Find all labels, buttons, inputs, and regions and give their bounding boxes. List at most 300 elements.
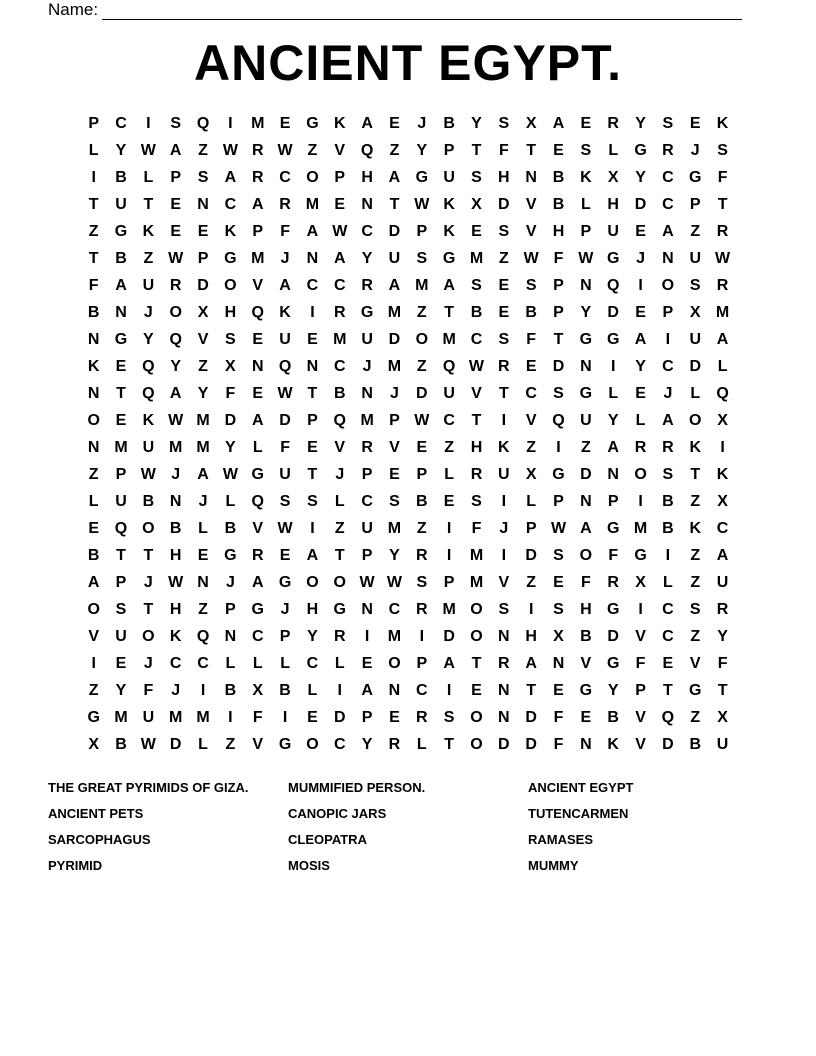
grid-letter: W [140,466,156,483]
grid-letter: I [446,547,452,564]
grid-letter: U [361,331,373,348]
grid-letter: Y [143,331,154,348]
grid-letter: I [446,682,452,699]
grid-letter: I [337,682,342,699]
grid-letter: R [361,439,373,456]
grid-letter: L [225,493,236,510]
grid-letter: N [87,439,100,456]
grid-row [80,303,736,330]
grid-letter: P [607,493,619,510]
grid-letter: A [580,520,592,537]
grid-letter: B [115,250,127,267]
grid-letter: R [333,628,346,645]
grid-row [80,384,736,411]
word-list-item: SARCOPHAGUS [48,832,151,847]
grid-letter: S [498,331,510,348]
grid-letter: G [87,709,100,726]
grid-letter: A [251,574,264,591]
grid-letter: A [251,412,264,429]
grid-letter: S [662,466,674,483]
grid-letter: B [607,709,619,726]
grid-letter: A [607,439,619,456]
grid-letter: I [610,358,616,375]
grid-letter: L [717,358,728,375]
grid-letter: G [442,250,456,267]
grid-letter: I [556,439,561,456]
grid-letter: M [633,520,648,537]
grid-letter: H [498,169,510,186]
grid-letter: U [142,709,155,726]
grid-letter: Z [198,601,208,618]
grid-letter: U [388,250,401,267]
grid-letter: F [553,709,564,726]
grid-letter: C [443,412,455,429]
grid-letter: Z [88,682,99,699]
grid-letter: A [662,223,674,240]
grid-letter: W [277,520,293,537]
grid-letter: N [580,358,592,375]
grid-letter: M [360,412,374,429]
grid-letter: G [114,331,128,348]
grid-letter: R [388,736,401,753]
grid-letter: Z [416,358,427,375]
grid-letter: Z [444,439,455,456]
grid-letter: Y [197,385,209,402]
grid-letter: C [416,682,428,699]
grid-letter: R [169,277,182,294]
grid-letter: J [663,385,673,402]
grid-letter: C [169,655,182,672]
grid-letter: R [361,277,373,294]
grid-letter: T [143,547,154,564]
grid-letter: M [415,277,429,294]
grid-letter: W [578,250,594,267]
grid-letter: V [635,628,646,645]
grid-letter: U [716,574,729,591]
grid-letter: T [526,682,537,699]
grid-letter: D [525,709,537,726]
grid-letter: G [606,520,620,537]
grid-letter: R [251,142,264,159]
grid-letter: W [140,142,156,159]
grid-letter: Q [169,331,182,348]
grid-letter: M [251,250,265,267]
grid-letter: V [635,709,646,726]
grid-letter: N [388,682,401,699]
grid-letter: G [224,250,237,267]
grid-letter: C [306,655,319,672]
grid-letter: M [305,196,320,213]
grid-letter: Q [661,709,675,726]
grid-letter: F [471,520,482,537]
grid-letter: T [444,736,455,753]
grid-letter: O [470,709,483,726]
grid-letter: I [501,493,507,510]
grid-letter: P [361,547,373,564]
grid-letter: N [361,385,373,402]
grid-letter: E [635,385,646,402]
grid-letter: G [579,682,593,699]
grid-letter: A [388,169,401,186]
grid-letter: A [306,547,319,564]
grid-letter: D [607,304,619,321]
grid-letter: L [608,142,619,159]
grid-letter: Z [690,223,701,240]
grid-letter: O [142,628,155,645]
grid-letter: P [334,169,346,186]
grid-letter: T [471,655,482,672]
grid-letter: Q [196,628,210,645]
grid-letter: F [580,574,591,591]
grid-letter: V [635,736,646,753]
grid-letter: E [115,412,127,429]
grid-letter: M [387,520,402,537]
grid-letter: V [689,655,701,672]
grid-letter: D [607,628,619,645]
grid-letter: M [169,439,183,456]
grid-letter: P [279,628,291,645]
grid-letter: D [580,466,592,483]
grid-letter: W [550,520,567,537]
grid-letter: Q [251,493,264,510]
grid-letter: A [361,682,373,699]
grid-letter: C [361,223,373,240]
grid-letter: F [553,736,564,753]
grid-letter: E [197,547,209,564]
grid-letter: E [443,493,455,510]
grid-letter: L [663,574,673,591]
grid-letter: E [416,439,428,456]
grid-letter: Q [142,385,155,402]
grid-letter: J [198,493,208,510]
grid-letter: M [196,709,210,726]
grid-letter: Z [225,736,236,753]
grid-letter: E [252,385,264,402]
grid-letter: C [197,655,209,672]
grid-letter: J [225,574,235,591]
grid-letter: N [607,466,619,483]
word-list-item: PYRIMID [48,858,103,873]
grid-letter: U [279,331,291,348]
grid-letter: X [717,709,728,726]
grid-letter: Z [389,142,400,159]
grid-letter: H [169,547,182,564]
grid-letter: F [252,709,263,726]
grid-letter: S [471,169,482,186]
grid-letter: G [552,466,565,483]
grid-letter: I [146,115,151,132]
grid-letter: B [279,682,291,699]
grid-letter: R [279,196,291,213]
grid-row [80,492,736,519]
grid-letter: T [498,385,509,402]
grid-letter: H [552,223,565,240]
grid-letter: M [387,358,402,375]
grid-letter: G [333,601,346,618]
grid-letter: C [279,169,291,186]
grid-letter: Q [142,358,155,375]
grid-letter: R [662,142,674,159]
grid-letter: E [553,142,564,159]
grid-letter: M [169,709,183,726]
grid-letter: X [689,304,701,321]
grid-letter: P [635,682,646,699]
grid-letter: O [579,547,593,564]
grid-letter: V [334,439,346,456]
grid-letter: F [280,439,290,456]
grid-row [80,330,736,357]
grid-letter: T [690,466,701,483]
grid-letter: M [251,115,265,132]
grid-letter: C [716,520,729,537]
grid-letter: B [169,520,182,537]
grid-letter: K [607,736,619,753]
grid-letter: C [662,196,674,213]
grid-letter: W [359,574,375,591]
grid-letter: E [307,439,318,456]
grid-letter: L [580,196,591,213]
grid-letter: G [224,547,237,564]
grid-letter: Y [115,142,127,159]
grid-letter: E [471,223,482,240]
grid-letter: U [689,331,702,348]
grid-letter: B [443,115,455,132]
grid-letter: N [306,250,319,267]
grid-row [80,141,736,168]
grid-letter: O [169,304,182,321]
grid-letter: D [498,196,510,213]
grid-letter: M [442,601,456,618]
grid-letter: O [470,601,483,618]
grid-letter: C [662,358,674,375]
name-label: Name: [48,0,99,19]
grid-letter: N [115,304,127,321]
grid-letter: L [252,655,263,672]
grid-letter: S [115,601,127,618]
grid-letter: J [390,385,399,402]
grid-letter: Z [580,439,591,456]
grid-letter: I [282,709,288,726]
grid-letter: B [662,493,674,510]
grid-letter: W [414,196,430,213]
word-list-item: THE GREAT PYRIMIDS OF GIZA. [48,780,249,795]
grid-letter: A [443,655,455,672]
grid-letter: B [470,304,483,321]
grid-letter: K [279,304,291,321]
grid-letter: T [334,547,345,564]
grid-letter: Z [690,709,701,726]
grid-letter: B [580,628,592,645]
grid-letter: K [689,520,702,537]
grid-letter: S [498,223,510,240]
grid-letter: W [277,385,293,402]
grid-letter: A [87,574,100,591]
grid-letter: O [306,574,319,591]
grid-letter: U [279,466,291,483]
grid-letter: E [553,682,564,699]
grid-letter: U [142,439,155,456]
grid-letter: X [553,628,564,645]
grid-letter: F [608,547,619,564]
grid-letter: P [307,412,318,429]
word-list-item: RAMASES [528,832,594,847]
grid-letter: P [197,250,209,267]
grid-letter: A [443,277,455,294]
grid-letter: P [88,115,99,132]
grid-letter: N [197,196,209,213]
grid-letter: E [389,115,400,132]
grid-letter: O [470,628,483,645]
grid-letter: X [525,466,537,483]
grid-letter: R [607,574,619,591]
grid-letter: B [662,520,674,537]
grid-letter: X [252,682,264,699]
grid-letter: P [416,466,428,483]
grid-letter: E [252,331,264,348]
grid-letter: Y [607,682,619,699]
grid-letter: V [525,412,537,429]
grid-letter: D [388,331,401,348]
grid-letter: R [498,358,510,375]
grid-letter: O [689,412,702,429]
grid-letter: F [225,385,236,402]
grid-letter: N [87,385,100,402]
grid-letter: N [498,628,510,645]
grid-letter: M [442,331,456,348]
grid-letter: G [606,655,620,672]
grid-letter: N [251,358,264,375]
grid-letter: Y [607,412,619,429]
grid-letter: E [389,709,400,726]
grid-letter: M [715,304,730,321]
grid-row [80,168,736,195]
grid-letter: R [333,304,346,321]
grid-letter: S [471,277,482,294]
grid-letter: S [689,601,701,618]
grid-letter: E [689,115,701,132]
grid-letter: U [716,736,729,753]
grid-letter: J [143,304,153,321]
grid-letter: Y [635,115,646,132]
grid-letter: I [419,628,425,645]
grid-letter: V [252,520,264,537]
grid-letter: S [389,493,400,510]
grid-letter: F [280,223,290,240]
grid-letter: Q [716,385,729,402]
grid-letter: D [525,547,537,564]
grid-letter: B [87,547,100,564]
grid-letter: C [525,385,537,402]
grid-letter: Y [389,547,400,564]
grid-letter: Q [251,304,264,321]
grid-letter: R [716,277,729,294]
grid-letter: A [224,169,237,186]
grid-letter: N [197,574,209,591]
grid-letter: T [143,601,154,618]
grid-letter: Z [88,466,99,483]
grid-letter: B [689,736,702,753]
grid-letter: W [523,250,539,267]
grid-row [80,573,736,600]
grid-letter: A [361,115,373,132]
grid-letter: H [306,601,319,618]
grid-row [80,357,736,384]
grid-letter: L [608,385,619,402]
grid-letter: T [553,331,564,348]
grid-letter: A [251,196,264,213]
grid-letter: S [307,493,318,510]
grid-letter: I [528,601,534,618]
grid-letter: P [389,412,400,429]
grid-letter: P [361,709,373,726]
grid-letter: L [198,520,208,537]
grid-letter: G [606,601,620,618]
grid-letter: O [388,655,401,672]
grid-letter: X [471,196,482,213]
grid-letter: N [87,331,100,348]
grid-letter: L [416,736,427,753]
grid-letter: D [416,385,428,402]
grid-letter: G [278,574,292,591]
grid-letter: I [665,331,671,348]
grid-letter: I [501,412,507,429]
grid-letter: P [416,223,428,240]
word-list-item: MUMMIFIED PERSON. [288,780,426,795]
grid-letter: G [606,250,620,267]
grid-letter: D [634,196,647,213]
grid-letter: L [444,466,455,483]
grid-letter: S [553,385,564,402]
grid-letter: U [607,223,619,240]
grid-letter: A [634,331,647,348]
grid-letter: C [333,277,346,294]
grid-letter: G [114,223,128,240]
grid-letter: X [635,574,646,591]
grid-letter: X [88,736,99,753]
grid-row [80,546,736,573]
grid-letter: L [198,736,208,753]
grid-letter: T [663,682,673,699]
grid-letter: P [225,601,236,618]
grid-letter: Y [361,736,373,753]
grid-letter: B [87,304,100,321]
grid-letter: O [333,574,346,591]
grid-letter: Y [635,358,646,375]
grid-letter: B [525,304,537,321]
grid-letter: L [526,493,537,510]
grid-letter: L [252,439,263,456]
grid-letter: E [635,304,646,321]
grid-letter: I [638,277,643,294]
grid-letter: C [470,331,483,348]
grid-letter: R [416,709,428,726]
grid-letter: P [361,466,373,483]
grid-letter: S [279,493,291,510]
grid-letter: O [306,736,319,753]
grid-letter: N [306,358,319,375]
grid-letter: P [553,304,564,321]
grid-letter: T [307,466,318,483]
grid-letter: D [443,628,455,645]
grid-letter: J [143,655,153,672]
grid-letter: I [364,628,370,645]
grid-letter: F [526,331,537,348]
grid-letter: A [552,115,565,132]
grid-letter: K [87,358,100,375]
grid-letter: J [417,115,427,132]
grid-letter: C [333,358,346,375]
grid-letter: T [471,142,482,159]
